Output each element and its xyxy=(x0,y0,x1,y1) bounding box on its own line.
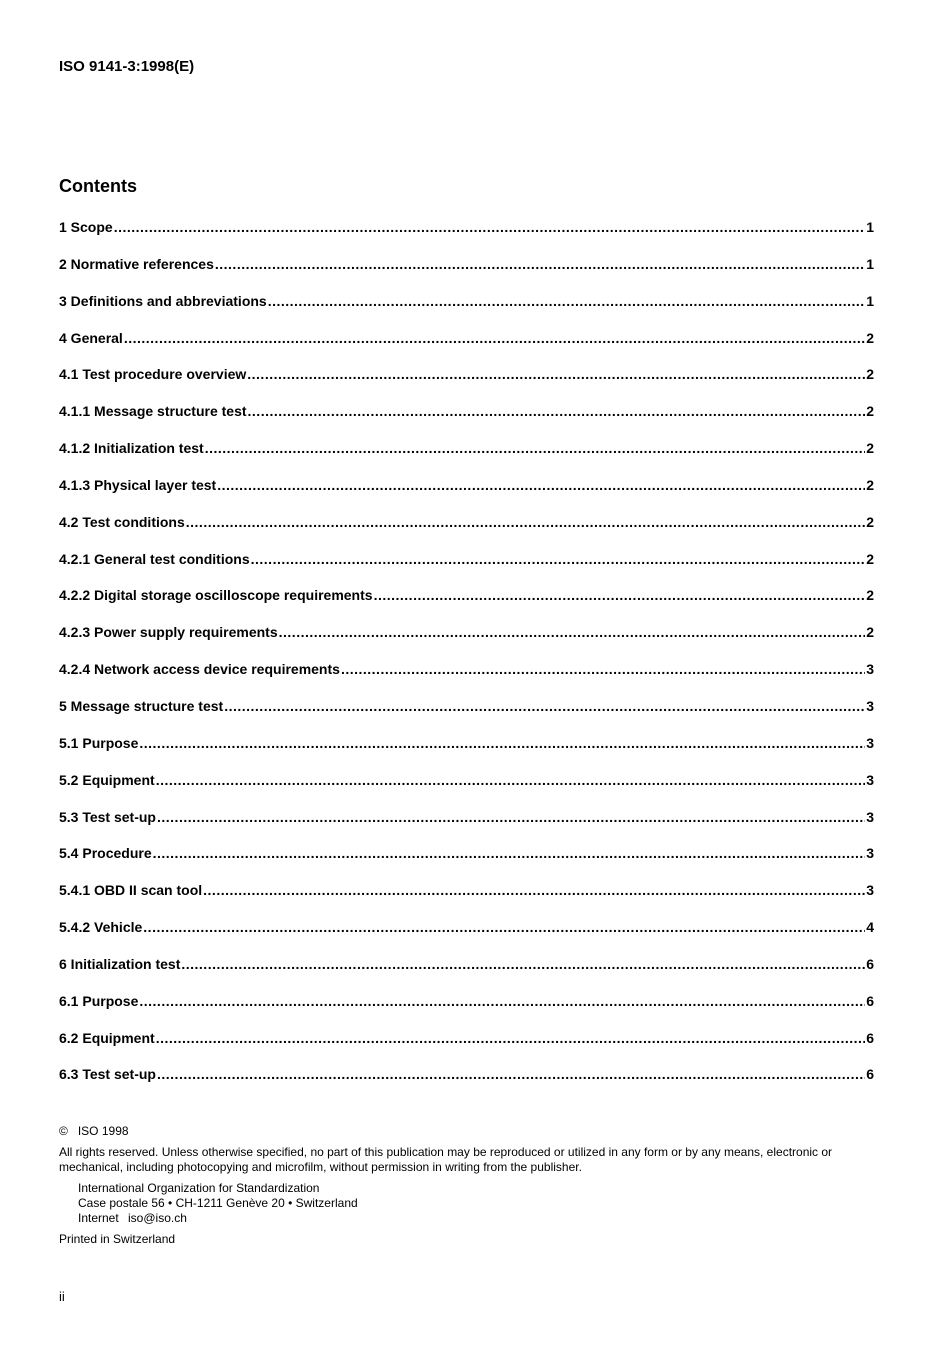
toc-entry-title: 4.1.2 Initialization test xyxy=(59,440,204,457)
toc-entry-title: 3 Definitions and abbreviations xyxy=(59,292,267,309)
toc-entry-title: 4.1.3 Physical layer test xyxy=(59,476,217,493)
copyright-footer xyxy=(59,1124,879,1247)
toc-entry-title: 4.2.3 Power supply requirements xyxy=(59,624,278,641)
toc-entry-title: 4.1 Test procedure overview xyxy=(59,366,247,383)
toc-leader-dots xyxy=(139,993,865,1009)
toc-entry-title: 4.2.1 General test conditions xyxy=(59,550,250,567)
toc-entry-title: 5.4 Procedure xyxy=(59,845,152,862)
toc-entry-10[interactable] xyxy=(59,551,874,588)
toc-entry-page: 1 xyxy=(866,255,874,272)
toc-entry-page: 2 xyxy=(866,366,874,383)
toc-leader-dots xyxy=(156,1030,866,1046)
toc-entry-title: 5 Message structure test xyxy=(59,697,224,714)
toc-entry-title: 5.1 Purpose xyxy=(59,734,139,751)
toc-entry-15[interactable] xyxy=(59,735,874,772)
toc-entry-6[interactable] xyxy=(59,403,874,440)
toc-entry-9[interactable] xyxy=(59,514,874,551)
toc-entry-page: 3 xyxy=(866,771,874,788)
toc-entry-page: 6 xyxy=(866,955,874,972)
toc-leader-dots xyxy=(203,882,865,898)
printed-in: Printed in Switzerland xyxy=(59,1232,176,1246)
contents-heading: Contents xyxy=(59,176,137,196)
toc-entry-page: 4 xyxy=(866,919,874,936)
organization-address xyxy=(59,1181,879,1226)
postal-address: Case postale 56 • CH-1211 Genève 20 • Switzerland xyxy=(78,1196,358,1210)
toc-entry-page: 2 xyxy=(866,476,874,493)
toc-entry-title: 6 Initialization test xyxy=(59,955,181,972)
copyright-symbol: © xyxy=(59,1124,68,1138)
toc-entry-5[interactable] xyxy=(59,366,874,403)
toc-leader-dots xyxy=(157,809,865,825)
toc-entry-page: 2 xyxy=(866,440,874,457)
toc-entry-19[interactable] xyxy=(59,882,874,919)
copyright-text: ISO 1998 xyxy=(77,1124,129,1138)
toc-leader-dots xyxy=(374,587,866,603)
toc-entry-23[interactable] xyxy=(59,1030,874,1067)
toc-entry-title: 4 General xyxy=(59,329,123,346)
internet-email-link[interactable]: iso@iso.ch xyxy=(128,1211,187,1225)
toc-entry-page: 2 xyxy=(866,329,874,346)
toc-entry-page: 3 xyxy=(866,882,874,899)
toc-entry-title: 5.2 Equipment xyxy=(59,771,155,788)
toc-entry-title: 6.2 Equipment xyxy=(59,1029,155,1046)
page-number: ii xyxy=(59,1289,65,1304)
toc-leader-dots xyxy=(181,956,865,972)
toc-entry-22[interactable] xyxy=(59,993,874,1030)
toc-leader-dots xyxy=(224,698,865,714)
toc-leader-dots xyxy=(217,477,865,493)
toc-entry-page: 6 xyxy=(866,1029,874,1046)
toc-entry-4[interactable] xyxy=(59,330,874,367)
toc-leader-dots xyxy=(186,514,865,530)
toc-entry-14[interactable] xyxy=(59,698,874,735)
toc-entry-title: 4.2.2 Digital storage oscilloscope requirements xyxy=(59,587,373,604)
toc-entry-17[interactable] xyxy=(59,809,874,846)
toc-entry-page: 2 xyxy=(866,624,874,641)
toc-leader-dots xyxy=(205,440,866,456)
toc-entry-title: 4.2.4 Network access device requirements xyxy=(59,661,340,678)
internet-line xyxy=(78,1211,879,1226)
toc-entry-12[interactable] xyxy=(59,624,874,661)
toc-leader-dots xyxy=(215,256,865,272)
toc-leader-dots xyxy=(156,772,866,788)
toc-leader-dots xyxy=(251,551,866,567)
toc-entry-16[interactable] xyxy=(59,772,874,809)
toc-entry-18[interactable] xyxy=(59,845,874,882)
toc-entry-page: 2 xyxy=(866,587,874,604)
rights-statement: All rights reserved. Unless otherwise specified, no part of this publication may be reproduced or utilized in any form or by any means, electronic or mechanical, including photocopying and microfilm, without permission in writing from the publisher. xyxy=(59,1145,833,1174)
toc-entry-title: 4.1.1 Message structure test xyxy=(59,403,247,420)
toc-leader-dots xyxy=(114,219,866,235)
toc-leader-dots xyxy=(268,293,866,309)
toc-leader-dots xyxy=(124,330,865,346)
organization-name: International Organization for Standardization xyxy=(78,1181,320,1195)
toc-entry-13[interactable] xyxy=(59,661,874,698)
toc-entry-page: 2 xyxy=(866,513,874,530)
toc-entry-title: 6.1 Purpose xyxy=(59,992,139,1009)
toc-entry-title: 6.3 Test set-up xyxy=(59,1066,156,1083)
toc-entry-page: 3 xyxy=(866,845,874,862)
internet-label: Internet xyxy=(78,1211,119,1225)
toc-entry-page: 3 xyxy=(866,734,874,751)
toc-entry-7[interactable] xyxy=(59,440,874,477)
toc-entry-title: 1 Scope xyxy=(59,219,113,235)
toc-entry-title: 4.2 Test conditions xyxy=(59,513,185,530)
toc-entry-title: 5.4.2 Vehicle xyxy=(59,919,143,936)
toc-leader-dots xyxy=(247,366,865,382)
table-of-contents xyxy=(59,219,874,1103)
document-id: ISO 9141-3:1998(E) xyxy=(59,58,195,75)
toc-entry-title: 2 Normative references xyxy=(59,255,214,272)
toc-entry-1[interactable] xyxy=(59,219,874,256)
toc-entry-title: 5.3 Test set-up xyxy=(59,808,156,825)
toc-entry-page: 6 xyxy=(866,992,874,1009)
toc-entry-3[interactable] xyxy=(59,293,874,330)
toc-entry-page: 3 xyxy=(866,697,874,714)
toc-entry-20[interactable] xyxy=(59,919,874,956)
toc-leader-dots xyxy=(157,1066,865,1082)
toc-entry-24[interactable] xyxy=(59,1066,874,1103)
toc-entry-2[interactable] xyxy=(59,256,874,293)
toc-entry-page: 3 xyxy=(866,808,874,825)
toc-entry-title: 5.4.1 OBD II scan tool xyxy=(59,882,203,899)
toc-entry-page: 1 xyxy=(866,219,874,235)
toc-entry-page: 2 xyxy=(866,403,874,420)
toc-leader-dots xyxy=(279,624,866,640)
toc-leader-dots xyxy=(143,919,865,935)
toc-leader-dots xyxy=(153,845,866,861)
toc-entry-page: 2 xyxy=(866,550,874,567)
copyright-line xyxy=(59,1124,879,1139)
toc-entry-8[interactable] xyxy=(59,477,874,514)
toc-leader-dots xyxy=(248,403,866,419)
toc-entry-page: 6 xyxy=(866,1066,874,1083)
toc-entry-21[interactable] xyxy=(59,956,874,993)
toc-leader-dots xyxy=(139,735,865,751)
toc-entry-page: 1 xyxy=(866,292,874,309)
toc-entry-page: 3 xyxy=(866,661,874,678)
toc-leader-dots xyxy=(341,661,865,677)
toc-entry-11[interactable] xyxy=(59,587,874,624)
